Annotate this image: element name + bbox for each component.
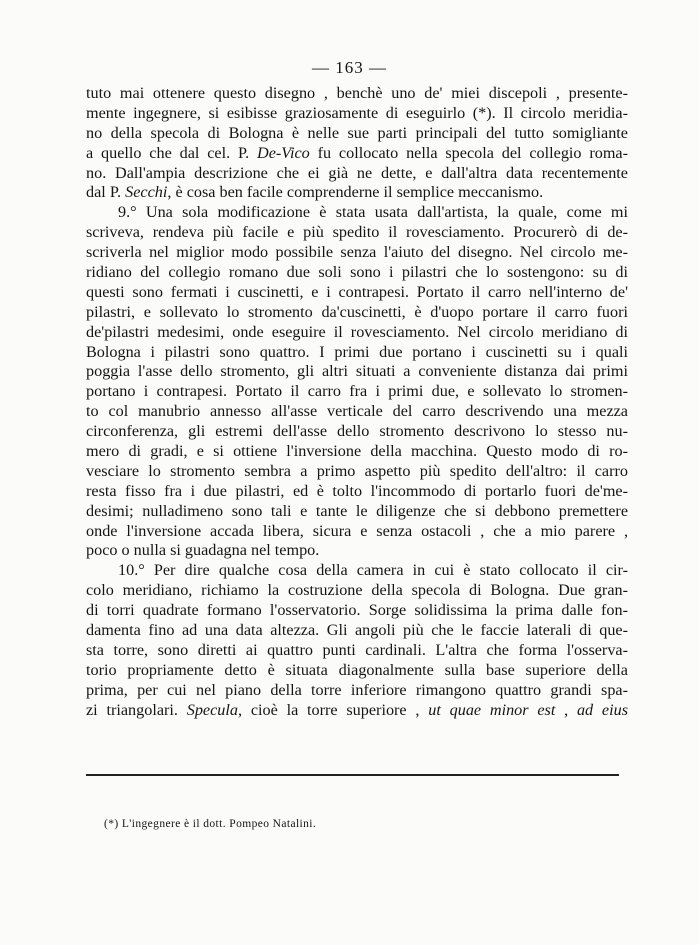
text-line — [86, 144, 628, 164]
text-line: sta torre, sono diretti ai quattro punti cardinali. L'altra che forma l'osserva- — [86, 640, 628, 659]
italic-latin: Specula — [186, 700, 238, 719]
text-line: no della specola di Bologna è nelle sue parti principali del tutto somigliante — [86, 123, 628, 142]
text-line: prima, per cui nel piano della torre inferiore rimangono quattro grandi spa- — [86, 680, 628, 699]
text-line: poco o nulla si guadagna nel tempo. — [86, 541, 320, 560]
italic-latin: ut quae minor est — [428, 700, 556, 719]
text-line: mente ingegnere, si esibisse graziosamente di eseguirlo (*). Il circolo meridia- — [86, 103, 628, 122]
text-line — [86, 183, 628, 203]
text-span: , cioè la torre superiore , — [237, 700, 429, 719]
page-number: — 163 — — [312, 58, 387, 77]
text-line: de'pilastri medesimi, onde eseguire il rovesciamento. Nel circolo meridiano di — [86, 322, 628, 341]
text-line: scriveva, rendeva più facile e più spedito il rovesciamento. Procurerò di de- — [86, 223, 628, 242]
text-line: mero di gradi, e si ottiene l'inversione della macchina. Questo modo di ro- — [86, 442, 628, 461]
text-span: fu collocato nella specola del collegio roma- — [309, 143, 628, 162]
paragraph-10-start: 10.° Per dire qualche cosa della camera in cui è stato collocato il cir- — [118, 561, 628, 580]
footnote-rule — [86, 774, 619, 776]
text-line: desimi; nulladimeno sono tali e tante le diligenze che si debbono premettere — [86, 501, 628, 520]
text-span: , — [555, 700, 577, 719]
italic-name: Secchi — [125, 183, 168, 202]
text-span: , è cosa ben facile comprenderne il semplice meccanismo. — [167, 183, 544, 202]
text-line: ridiano del collegio romano due soli sono i pilastri che lo sostengono: su di — [86, 263, 628, 282]
text-line: portano i contrapesi. Portato il carro fra i primi due, e sollevato lo stromen- — [86, 382, 628, 401]
text-line — [86, 701, 628, 721]
text-line: colo meridiano, richiamo la costruzione della specola di Bologna. Due gran- — [86, 581, 628, 600]
text-span: dal P. — [86, 183, 126, 202]
text-line: resta fisso fra i due pilastri, ed è tolto l'incommodo di portarlo fuori de'me- — [86, 481, 628, 500]
text-line: scriverla nel miglior modo possibile senza l'aiuto del disegno. Nel circolo me- — [86, 243, 628, 262]
text-line: damenta fino ad una data altezza. Gli angoli più che le faccie laterali di que- — [86, 621, 628, 640]
text-line: questi sono fermati i cuscinetti, e i contrapesi. Portato il carro nell'interno de' — [86, 282, 628, 301]
text-line: pilastri, e sollevato lo stromento da'cuscinetti, è d'uopo portare il carro fuori — [86, 302, 628, 321]
text-span: a quello che dal cel. P. — [86, 143, 258, 162]
text-line: to col manubrio annesso all'asse verticale del carro descrivendo una mezza — [86, 402, 628, 421]
text-line: poggia l'asse dello stromento, gli altri situati a conveniente distanza dai primi — [86, 362, 628, 381]
body-text — [86, 84, 628, 721]
text-line: no. Dall'ampia descrizione che ei già ne dette, e dall'altra data recentemente — [86, 163, 628, 182]
paragraph-9-start: 9.° Una sola modificazione è stata usata dall'artista, la quale, come mi — [118, 203, 628, 222]
text-line: tuto mai ottenere questo disegno , benchè uno de' miei discepoli , presente- — [86, 84, 628, 102]
text-span: zi triangolari. — [86, 700, 187, 719]
italic-name: De-Vico — [257, 143, 310, 162]
text-line: di torri quadrate formano l'osservatorio. Sorge solidissima la prima dalle fon- — [86, 601, 628, 620]
italic-latin: ad eius — [576, 700, 629, 719]
text-line: Bologna i pilastri sono quattro. I primi due portano i cuscinetti su i quali — [86, 342, 628, 361]
text-line: vesciare lo stromento sembra a primo aspetto più spedito dell'altro: il carro — [86, 461, 628, 480]
footnote: (*) L'ingegnere è il dott. Pompeo Natalini. — [104, 818, 317, 830]
text-line: torio propriamente detto è situata diagonalmente sulla base superiore della — [86, 660, 628, 679]
text-line: circonferenza, gli estremi dell'asse dello stromento descrivono lo stesso nu- — [86, 422, 628, 441]
text-line: onde l'inversione accada libera, sicura e senza ostacoli , che a mio parere , — [86, 521, 628, 540]
